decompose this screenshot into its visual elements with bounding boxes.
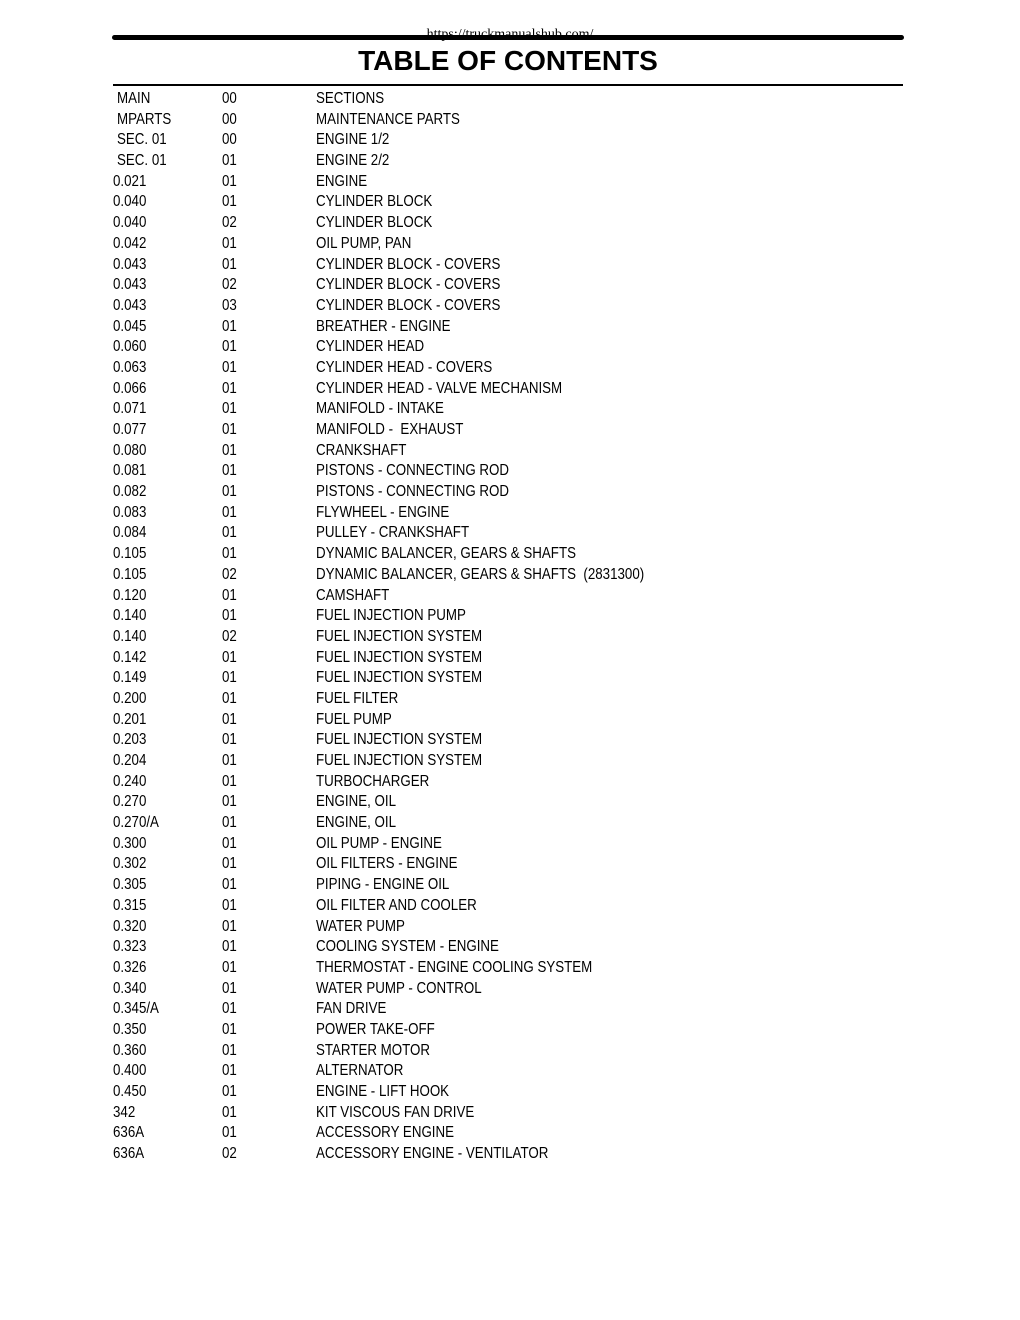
toc-row[interactable]: [0, 648, 1020, 669]
page-number: 01: [222, 152, 237, 170]
toc-row[interactable]: [0, 813, 1020, 834]
section-description: OIL PUMP, PAN: [316, 234, 412, 252]
section-description: FAN DRIVE: [316, 1000, 387, 1018]
section-description: FUEL FILTER: [316, 689, 399, 707]
page-number: 01: [222, 607, 237, 625]
section-description: FUEL INJECTION SYSTEM: [316, 731, 483, 749]
section-code: 0.063: [113, 358, 147, 376]
section-code: 0.201: [113, 710, 147, 728]
page-number: 01: [222, 1103, 237, 1121]
toc-row[interactable]: [0, 234, 1020, 255]
section-description: MANIFOLD - EXHAUST: [316, 421, 464, 438]
page-number: 01: [222, 814, 237, 832]
section-code: 0.345/A: [113, 1000, 159, 1018]
section-description: OIL PUMP - ENGINE: [316, 834, 442, 852]
section-description: ACCESSORY ENGINE: [316, 1124, 455, 1142]
section-description: FUEL INJECTION SYSTEM: [316, 627, 483, 645]
section-code: 636A: [113, 1145, 145, 1163]
page-number: 01: [222, 731, 237, 749]
toc-row[interactable]: [0, 1082, 1020, 1103]
page-number: 01: [222, 896, 237, 914]
page-number: 02: [222, 276, 237, 294]
page-number: 01: [222, 1041, 237, 1059]
toc-row[interactable]: [0, 627, 1020, 648]
section-description: WATER PUMP - CONTROL: [316, 979, 482, 997]
header-rule-thin: [113, 84, 903, 86]
toc-row[interactable]: [0, 275, 1020, 296]
page-number: 02: [222, 565, 237, 583]
section-description: CYLINDER BLOCK - COVERS: [316, 296, 501, 314]
toc-row[interactable]: [0, 255, 1020, 276]
section-code: 0.270/A: [113, 814, 159, 832]
section-code: 0.305: [113, 876, 147, 894]
toc-row[interactable]: [0, 710, 1020, 731]
toc-row[interactable]: [0, 1061, 1020, 1082]
section-description: CRANKSHAFT: [316, 441, 407, 459]
section-code: 0.203: [113, 731, 147, 749]
page-number: 02: [222, 1145, 237, 1163]
section-code: 0.060: [113, 338, 147, 356]
toc-row[interactable]: [0, 296, 1020, 317]
toc-row[interactable]: [0, 668, 1020, 689]
page-number: 02: [222, 627, 237, 645]
page-number: 01: [222, 234, 237, 252]
section-description: CYLINDER BLOCK - COVERS: [316, 255, 501, 273]
toc-row[interactable]: [0, 420, 1020, 441]
page-number: 01: [222, 752, 237, 769]
section-code: 0.326: [113, 958, 147, 976]
section-description: ENGINE, OIL: [316, 814, 397, 832]
page-number: 01: [222, 876, 237, 894]
section-description: BREATHER - ENGINE: [316, 317, 451, 335]
toc-row[interactable]: [0, 89, 1020, 110]
section-code: 0.323: [113, 938, 147, 956]
page-number: 01: [222, 524, 237, 542]
section-description: PULLEY - CRANKSHAFT: [316, 524, 470, 542]
section-code: 0.204: [113, 752, 147, 769]
section-code: 0.240: [113, 772, 147, 790]
page-number: 01: [222, 503, 237, 521]
page-number: 01: [222, 1124, 237, 1142]
section-code: 0.043: [113, 255, 147, 273]
page-number: 01: [222, 338, 237, 356]
section-code: 0.077: [113, 421, 147, 438]
toc-row[interactable]: [0, 213, 1020, 234]
toc-row[interactable]: [0, 1144, 1020, 1165]
section-code: 0.270: [113, 793, 147, 811]
section-description: MAINTENANCE PARTS: [316, 110, 460, 128]
section-code: 0.082: [113, 483, 147, 501]
toc-row[interactable]: [0, 896, 1020, 917]
section-code: 0.045: [113, 317, 147, 335]
toc-row[interactable]: [0, 523, 1020, 544]
toc-row[interactable]: [0, 979, 1020, 1000]
page-number: 01: [222, 1020, 237, 1038]
section-description: PIPING - ENGINE OIL: [316, 876, 450, 894]
toc-row[interactable]: [0, 689, 1020, 710]
page-number: 01: [222, 669, 237, 687]
section-code: 0.083: [113, 503, 147, 521]
section-description: CYLINDER BLOCK: [316, 193, 433, 211]
section-description: SECTIONS: [316, 90, 385, 107]
page-number: 01: [222, 855, 237, 873]
section-description: FUEL INJECTION SYSTEM: [316, 669, 483, 687]
page-number: 01: [222, 772, 237, 790]
toc-row[interactable]: [0, 482, 1020, 503]
section-description: DYNAMIC BALANCER, GEARS & SHAFTS: [316, 545, 576, 563]
section-description: OIL FILTERS - ENGINE: [316, 855, 458, 873]
section-description: KIT VISCOUS FAN DRIVE: [316, 1103, 475, 1121]
toc-row[interactable]: [0, 854, 1020, 875]
section-description: CYLINDER HEAD: [316, 338, 425, 356]
section-description: WATER PUMP: [316, 917, 405, 935]
section-code: 0.315: [113, 896, 147, 914]
page-number: 01: [222, 586, 237, 604]
toc-row[interactable]: [0, 399, 1020, 420]
toc-row[interactable]: [0, 461, 1020, 482]
section-code: 0.300: [113, 834, 147, 852]
section-description: PISTONS - CONNECTING ROD: [316, 483, 510, 501]
page-number: 00: [222, 90, 237, 107]
page-number: 01: [222, 917, 237, 935]
section-code: 0.360: [113, 1041, 147, 1059]
page-number: 01: [222, 979, 237, 997]
section-code: 0.350: [113, 1020, 147, 1038]
page-number: 01: [222, 421, 237, 438]
toc-row[interactable]: [0, 751, 1020, 772]
section-description: THERMOSTAT - ENGINE COOLING SYSTEM: [316, 958, 593, 976]
section-description: CYLINDER BLOCK - COVERS: [316, 276, 501, 294]
section-description: FLYWHEEL - ENGINE: [316, 503, 450, 521]
section-description: OIL FILTER AND COOLER: [316, 896, 477, 914]
section-code: 0.142: [113, 648, 147, 666]
page-number: 01: [222, 648, 237, 666]
toc-row[interactable]: [0, 130, 1020, 151]
toc-row[interactable]: [0, 1020, 1020, 1041]
page-number: 01: [222, 462, 237, 480]
section-code: 0.140: [113, 607, 147, 625]
section-description: ENGINE: [316, 172, 368, 190]
toc-row[interactable]: [0, 606, 1020, 627]
toc-row[interactable]: [0, 317, 1020, 338]
toc-row[interactable]: [0, 503, 1020, 524]
section-code: 0.084: [113, 524, 147, 542]
section-code: 0.120: [113, 586, 147, 604]
section-code: 0.071: [113, 400, 147, 418]
section-code: 636A: [113, 1124, 145, 1142]
toc-row[interactable]: [0, 544, 1020, 565]
toc-row[interactable]: [0, 379, 1020, 400]
section-description: FUEL INJECTION SYSTEM: [316, 648, 483, 666]
page-number: 00: [222, 131, 237, 149]
section-code: 0.043: [113, 276, 147, 294]
page-number: 01: [222, 358, 237, 376]
section-code: 0.105: [113, 545, 147, 563]
page-number: 01: [222, 317, 237, 335]
toc-row[interactable]: [0, 958, 1020, 979]
section-code: 0.340: [113, 979, 147, 997]
toc-row[interactable]: [0, 565, 1020, 586]
section-description: PISTONS - CONNECTING ROD: [316, 462, 510, 480]
toc-row[interactable]: [0, 192, 1020, 213]
section-description: COOLING SYSTEM - ENGINE: [316, 938, 499, 956]
toc-row[interactable]: [0, 151, 1020, 172]
section-code: 0.040: [113, 193, 147, 211]
section-code: 0.149: [113, 669, 147, 687]
toc-row[interactable]: [0, 586, 1020, 607]
section-code: MAIN: [117, 90, 151, 107]
table-of-contents: [0, 89, 1020, 1165]
section-code: 0.021: [113, 172, 147, 190]
toc-row[interactable]: [0, 875, 1020, 896]
section-description: ENGINE - LIFT HOOK: [316, 1083, 450, 1100]
page-number: 01: [222, 834, 237, 852]
section-description: FUEL INJECTION SYSTEM: [316, 752, 483, 769]
section-description: MANIFOLD - INTAKE: [316, 400, 444, 418]
toc-row[interactable]: [0, 337, 1020, 358]
section-description: DYNAMIC BALANCER, GEARS & SHAFTS (2831300): [316, 565, 645, 583]
section-description: STARTER MOTOR: [316, 1041, 431, 1059]
page-number: 01: [222, 1062, 237, 1080]
page-number: 01: [222, 1083, 237, 1100]
section-code: SEC. 01: [117, 152, 167, 170]
page-number: 01: [222, 400, 237, 418]
page-number: 01: [222, 1000, 237, 1018]
section-description: ENGINE 2/2: [316, 152, 390, 170]
toc-row[interactable]: [0, 441, 1020, 462]
section-description: ALTERNATOR: [316, 1062, 404, 1080]
section-code: 342: [113, 1103, 136, 1121]
section-code: 0.320: [113, 917, 147, 935]
page-number: 01: [222, 441, 237, 459]
section-description: FUEL PUMP: [316, 710, 392, 728]
section-code: 0.140: [113, 627, 147, 645]
toc-row[interactable]: [0, 792, 1020, 813]
section-description: POWER TAKE-OFF: [316, 1020, 435, 1038]
page-number: 01: [222, 255, 237, 273]
toc-row[interactable]: [0, 1103, 1020, 1124]
section-description: CYLINDER HEAD - VALVE MECHANISM: [316, 379, 563, 397]
section-code: 0.042: [113, 234, 147, 252]
toc-row[interactable]: [0, 358, 1020, 379]
section-code: 0.066: [113, 379, 147, 397]
toc-row[interactable]: [0, 110, 1020, 131]
page-number: 01: [222, 193, 237, 211]
page-number: 03: [222, 296, 237, 314]
section-code: 0.043: [113, 296, 147, 314]
header-rule-thick: [112, 35, 904, 40]
toc-row[interactable]: [0, 1041, 1020, 1062]
page-number: 01: [222, 938, 237, 956]
section-description: ACCESSORY ENGINE - VENTILATOR: [316, 1145, 549, 1163]
section-code: 0.080: [113, 441, 147, 459]
toc-row[interactable]: [0, 1123, 1020, 1144]
section-code: 0.040: [113, 214, 147, 232]
section-code: 0.105: [113, 565, 147, 583]
section-code: 0.200: [113, 689, 147, 707]
section-description: ENGINE, OIL: [316, 793, 397, 811]
page-number: 02: [222, 214, 237, 232]
section-description: CYLINDER HEAD - COVERS: [316, 358, 493, 376]
toc-row[interactable]: [0, 999, 1020, 1020]
page-title: TABLE OF CONTENTS: [358, 45, 658, 76]
toc-row[interactable]: [0, 834, 1020, 855]
section-description: TURBOCHARGER: [316, 772, 430, 790]
page-number: 01: [222, 545, 237, 563]
section-code: 0.400: [113, 1062, 147, 1080]
page-number: 01: [222, 379, 237, 397]
section-code: 0.081: [113, 462, 147, 480]
toc-row[interactable]: [0, 937, 1020, 958]
page-number: 01: [222, 958, 237, 976]
section-description: ENGINE 1/2: [316, 131, 390, 149]
section-description: CAMSHAFT: [316, 586, 390, 604]
page-number: 01: [222, 793, 237, 811]
toc-row[interactable]: [0, 917, 1020, 938]
toc-row[interactable]: [0, 772, 1020, 793]
section-code: 0.450: [113, 1083, 147, 1100]
page-number: 01: [222, 483, 237, 501]
section-code: MPARTS: [117, 110, 172, 128]
section-code: 0.302: [113, 855, 147, 873]
toc-row[interactable]: [0, 172, 1020, 193]
page-number: 01: [222, 710, 237, 728]
page-number: 01: [222, 689, 237, 707]
toc-row[interactable]: [0, 730, 1020, 751]
page-number: 01: [222, 172, 237, 190]
section-description: CYLINDER BLOCK: [316, 214, 433, 232]
page-number: 00: [222, 110, 237, 128]
section-code: SEC. 01: [117, 131, 167, 149]
section-description: FUEL INJECTION PUMP: [316, 607, 466, 625]
